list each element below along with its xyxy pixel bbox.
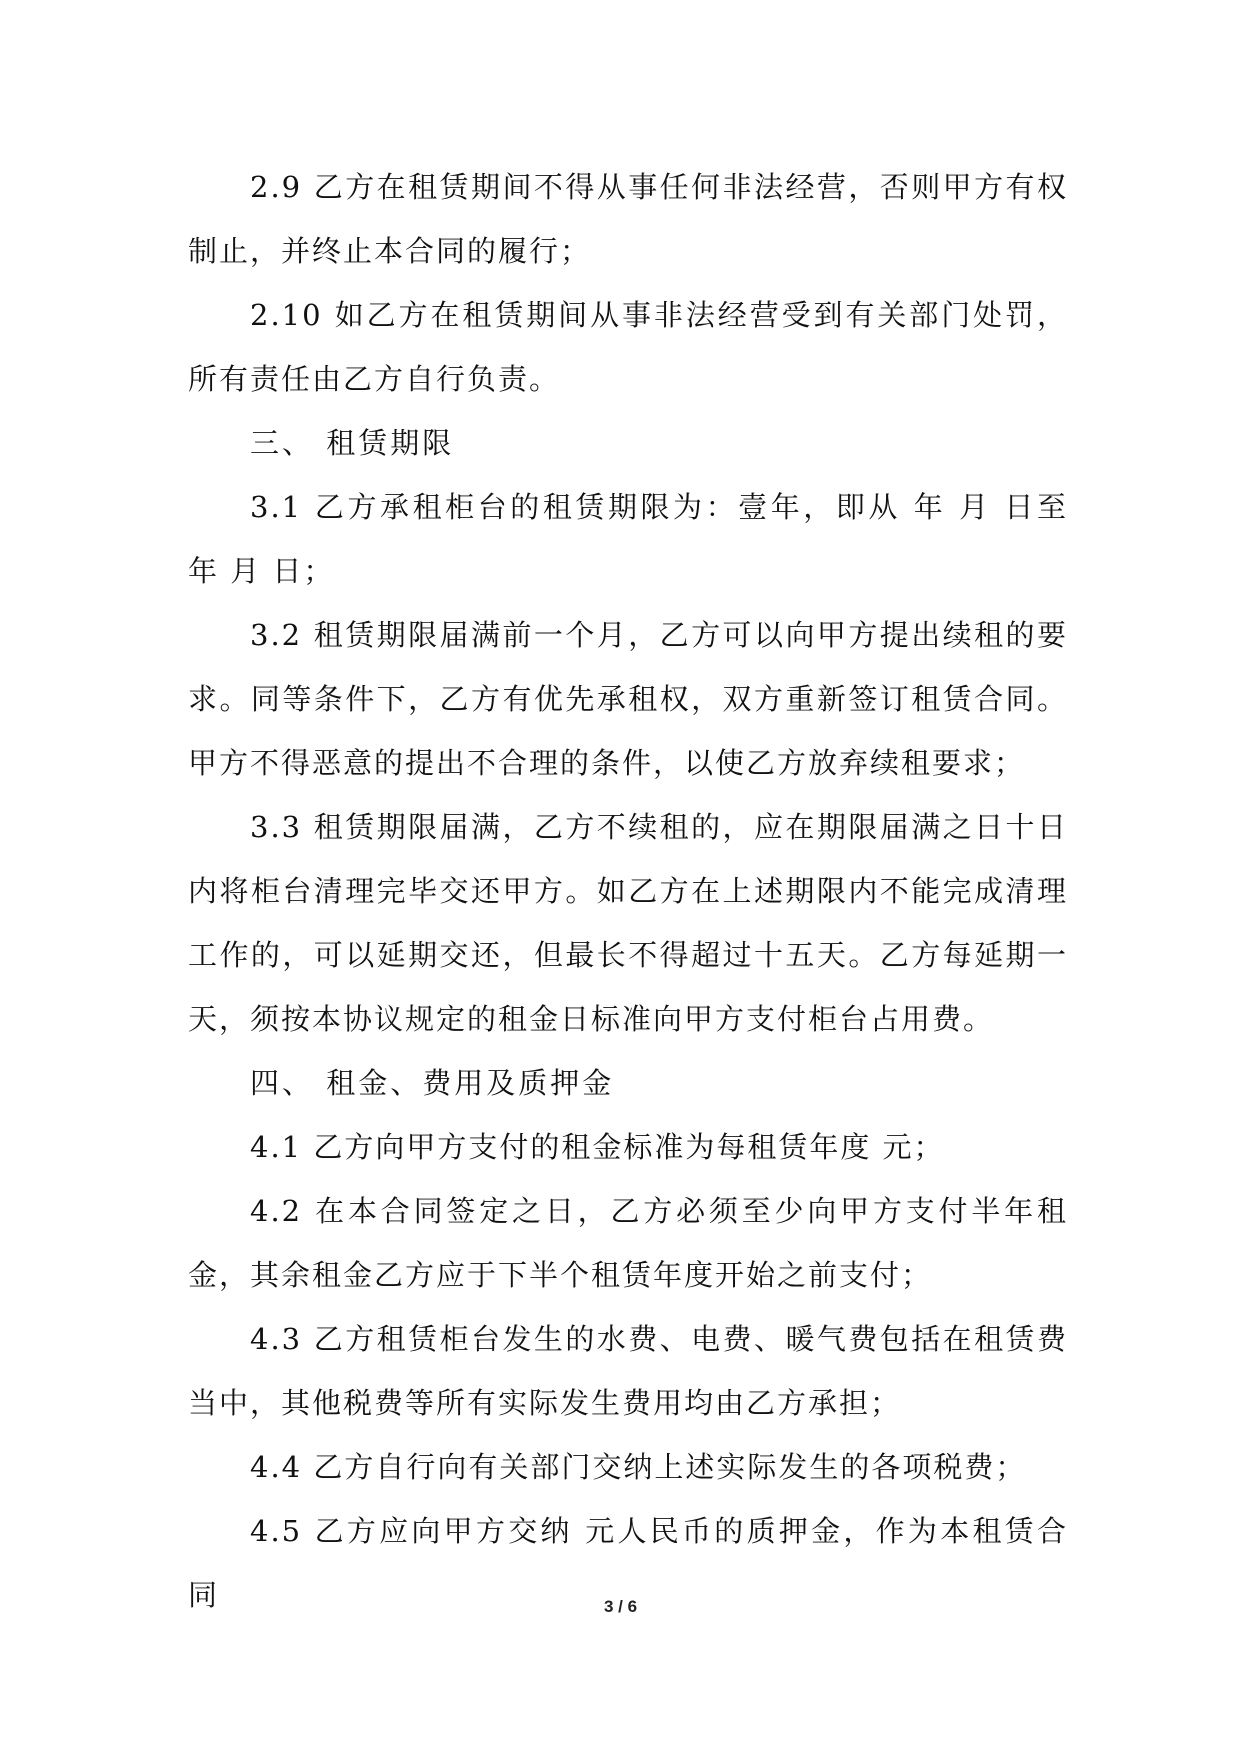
- page-number: 3 / 6: [603, 1597, 638, 1616]
- clause-4-1: 4.1 乙方向甲方支付的租金标准为每租赁年度 元；: [250, 1130, 945, 1164]
- clause-4-2: 4.2 在本合同签定之日，乙方必须至少向甲方支付半年租金，其余租金乙方应于下半个租赁年度开始之前支付；: [188, 1194, 1068, 1292]
- clause-4-4: 4.4 乙方自行向有关部门交纳上述实际发生的各项税费；: [250, 1450, 1027, 1484]
- document-body: [188, 155, 1080, 1627]
- clause-3-2: 3.2 租赁期限届满前一个月，乙方可以向甲方提出续租的要求。同等条件下，乙方有优先承租权，双方重新签订租赁合同。甲方不得恶意的提出不合理的条件，以使乙方放弃续租要求；: [188, 618, 1068, 780]
- clause-3-3: 3.3 租赁期限届满，乙方不续租的，应在期限届满之日十日内将柜台清理完毕交还甲方。如乙方在上述期限内不能完成清理工作的，可以延期交还，但最长不得超过十五天。乙方每延期一天，须按本协议规定的租金日标准向甲方支付柜台占用费。: [188, 810, 1068, 1036]
- section-heading-lease-term: 三、 租赁期限: [250, 426, 455, 460]
- clause-4-3: 4.3 乙方租赁柜台发生的水费、电费、暖气费包括在租赁费当中，其他税费等所有实际发生费用均由乙方承担；: [188, 1322, 1068, 1420]
- clause-2-10: 2.10 如乙方在租赁期间从事非法经营受到有关部门处罚，所有责任由乙方自行负责。: [188, 298, 1068, 396]
- clause-3-1: 3.1 乙方承租柜台的租赁期限为：壹年，即从 年 月 日至 年 月 日；: [188, 490, 1080, 588]
- section-heading-rent-fees-deposit: 四、 租金、费用及质押金: [250, 1066, 615, 1100]
- clause-2-9: 2.9 乙方在租赁期间不得从事任何非法经营，否则甲方有权制止，并终止本合同的履行；: [188, 170, 1068, 268]
- clause-4-5: 4.5 乙方应向甲方交纳 元人民币的质押金，作为本租赁合同: [188, 1514, 1068, 1612]
